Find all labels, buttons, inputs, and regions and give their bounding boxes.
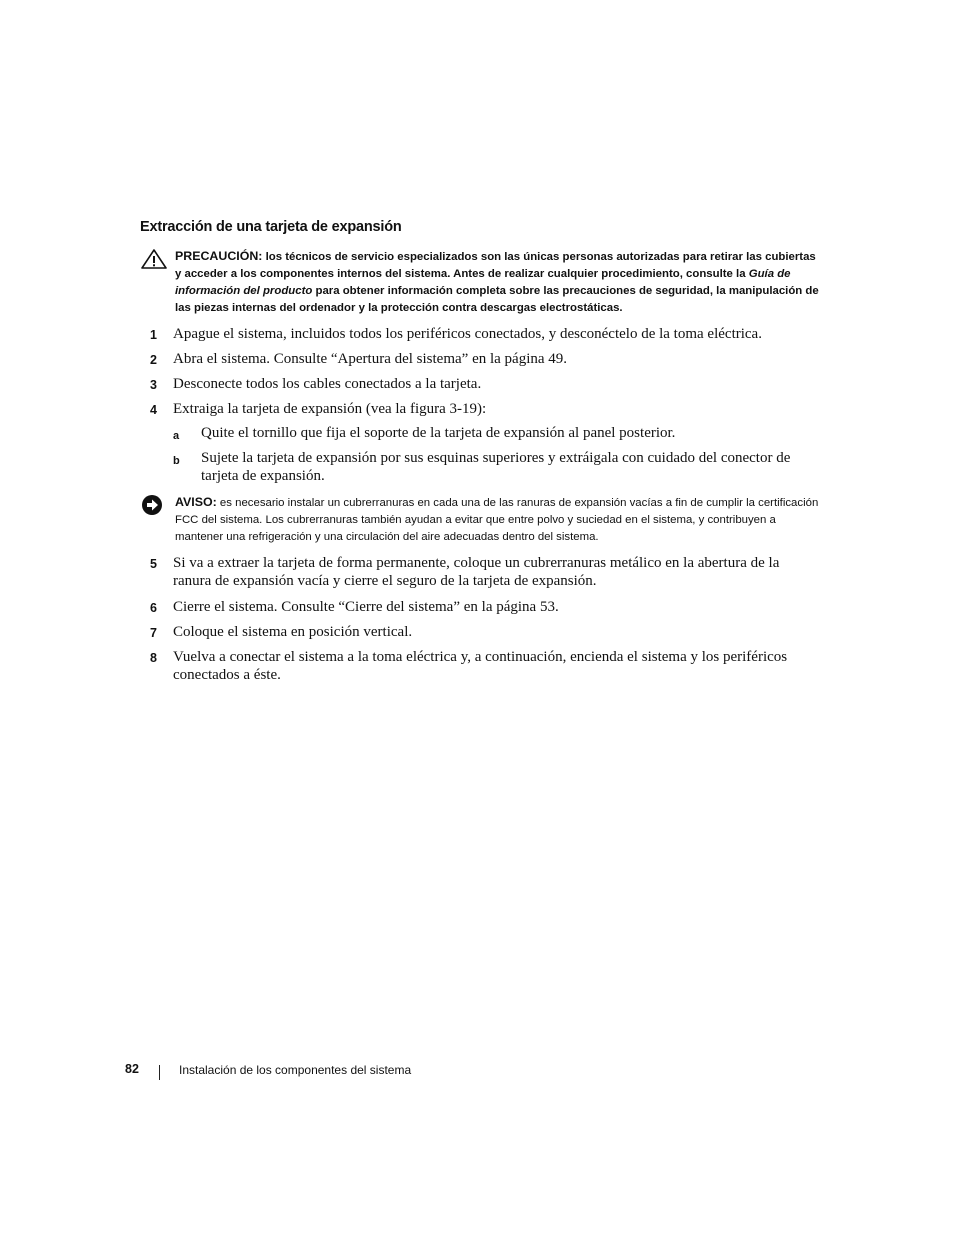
step-7 [150,623,820,641]
step-number: 7 [150,626,157,640]
step-number: 5 [150,557,157,571]
step-number: 2 [150,353,157,367]
step-number: 3 [150,378,157,392]
caution-notice [140,248,820,317]
footer-divider [159,1065,160,1080]
caution-text [175,248,820,317]
caution-body-2: para obtener información completa sobre las precauciones de seguridad, la manipulación de las piezas internas del ordenador y la protección contra descargas electrostáticas. [175,285,819,314]
step-8 [150,648,820,684]
substep-a [173,424,823,442]
step-text: Desconecte todos los cables conectados a la tarjeta. [173,376,482,392]
aviso-body: es necesario instalar un cubrerranuras en cada una de las ranuras de expansión vacías a fin de cumplir la certificación FCC del sistema. Los cubrerranuras también ayudan a evitar que entre polvo y suciedad en el sistema, y contribuyen a mantener una refrigeración y una circulación del aire adecuadas dentro del sistema. [175,497,819,543]
caution-body-1: los técnicos de servicio especializados son las únicas personas autorizadas para retirar las cubiertas y acceder a los componentes internos del sistema. Antes de realizar cualquier procedimiento, consulte la [175,251,816,280]
step-1 [150,325,820,343]
substep-letter: b [173,455,180,467]
step-text: Extraiga la tarjeta de expansión (vea la figura 3-19): [173,401,487,417]
step-text: Apague el sistema, incluidos todos los periféricos conectados, y desconéctelo de la toma eléctrica. [173,326,762,342]
caution-label: PRECAUCIÓN: [175,249,263,263]
step-number: 4 [150,403,157,417]
step-text: Cierre el sistema. Consulte “Cierre del sistema” en la página 53. [173,599,559,615]
step-6 [150,598,820,616]
step-number: 1 [150,328,157,342]
step-5 [150,554,820,590]
footer-chapter-title: Instalación de los componentes del sistema [179,1063,412,1077]
product-guide-title: Guía de información del producto [175,268,791,297]
warning-triangle-icon [140,248,168,270]
step-4 [150,400,820,418]
aviso-text [175,494,820,546]
page-number: 82 [125,1062,139,1076]
section-heading: Extracción de una tarjeta de expansión [140,219,402,235]
step-number: 6 [150,601,157,615]
step-2 [150,350,820,368]
step-text: Abra el sistema. Consulte “Apertura del sistema” en la página 49. [173,351,568,367]
step-text: Si va a extraer la tarjeta de forma permanente, coloque un cubrerranuras metálico en la abertura de la ranura de expansión vacía y cierre el seguro de la tarjeta de expansión. [173,555,780,589]
step-3 [150,375,820,393]
aviso-notice [140,494,820,546]
substep-text: Quite el tornillo que fija el soporte de la tarjeta de expansión al panel posterior. [201,425,676,441]
aviso-label: AVISO: [175,495,217,509]
step-text: Coloque el sistema en posición vertical. [173,624,413,640]
step-number: 8 [150,651,157,665]
step-text: Vuelva a conectar el sistema a la toma eléctrica y, a continuación, encienda el sistema y los periféricos conectados a éste. [173,649,788,683]
substep-text: Sujete la tarjeta de expansión por sus esquinas superiores y extráigala con cuidado del conector de tarjeta de expansión. [201,450,791,484]
substep-b [173,449,823,485]
notice-arrow-icon [140,494,168,516]
substep-letter: a [173,430,180,442]
